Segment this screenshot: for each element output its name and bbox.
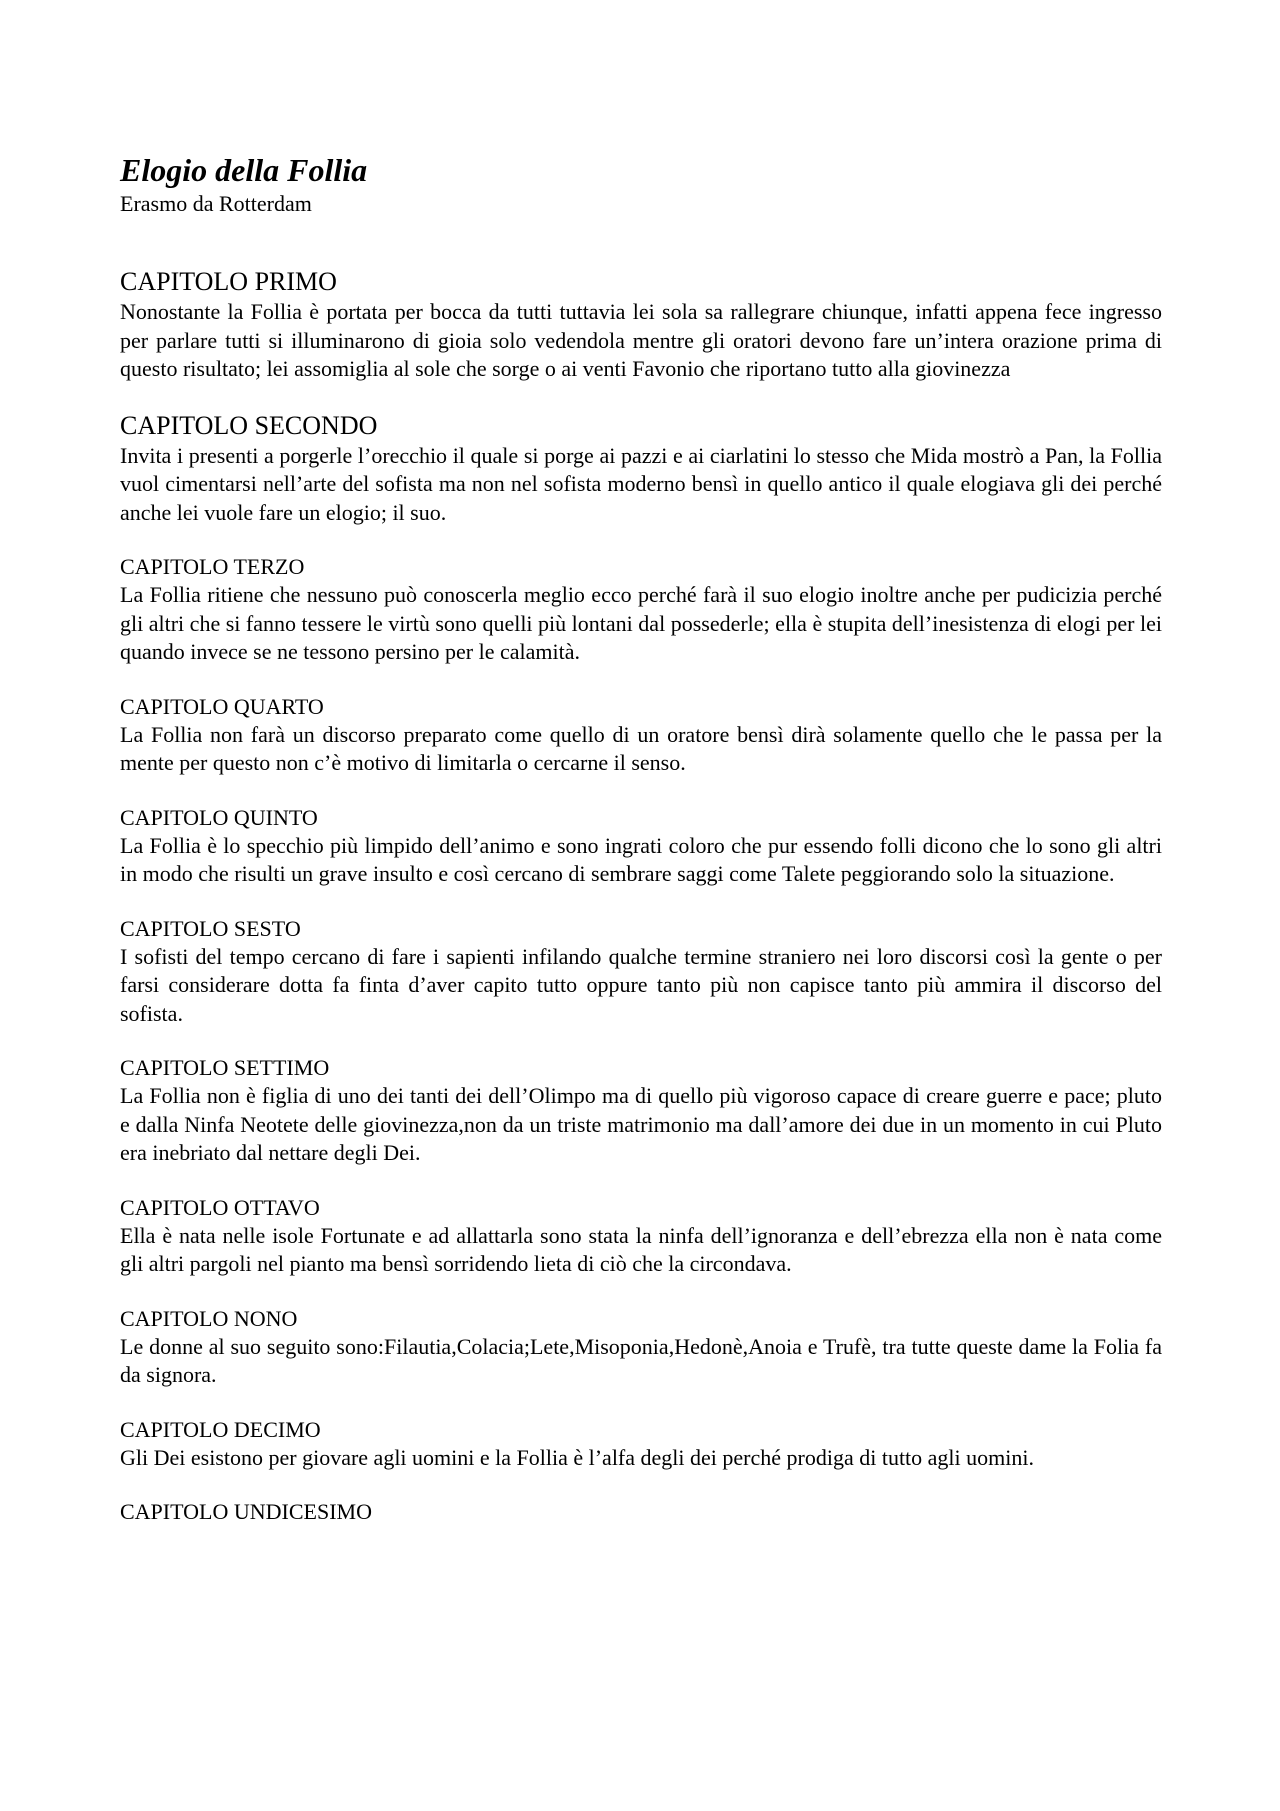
- document-title: Elogio della Follia: [120, 152, 368, 188]
- chapter-8: [120, 1194, 1162, 1279]
- chapter-heading: CAPITOLO DECIMO: [120, 1416, 321, 1442]
- chapter-heading: CAPITOLO SETTIMO: [120, 1055, 330, 1080]
- chapter-heading: CAPITOLO QUARTO: [120, 693, 324, 719]
- chapter-body: La Follia ritiene che nessuno può conoscerla meglio ecco perché farà il suo elogio inoltre anche per pudicizia perché gli altri che si fanno tessere le virtù sono quelli più lontani dal possederle; ella è stupita dell’inesistenza di elogi per lei quando invece se ne tessono persino per le calamità.: [120, 582, 1162, 664]
- chapter-body: Gli Dei esistono per giovare agli uomini e la Follia è l’alfa degli dei perché prodiga di tutto agli uomini.: [120, 1444, 1034, 1470]
- chapter-heading: CAPITOLO OTTAVO: [120, 1194, 320, 1220]
- document-page: [120, 150, 1162, 1552]
- chapter-2: [120, 410, 1162, 528]
- chapter-body: Nonostante la Follia è portata per bocca da tutti tuttavia lei sola sa rallegrare chiunque, infatti appena fece ingresso per parlare tutti si illuminarono di gioia solo vedendola mentre gli oratori devono fare un’intera orazione prima di questo risultato; lei assomiglia al sole che sorge o ai venti Favonio che riportano tutto alla giovinezza: [120, 299, 1162, 381]
- chapter-heading: CAPITOLO PRIMO: [120, 267, 337, 296]
- chapter-9: [120, 1305, 1162, 1390]
- chapter-10: [120, 1416, 1162, 1473]
- chapter-body: La Follia è lo specchio più limpido dell’animo e sono ingrati coloro che pur essendo folli dicono che lo sono gli altri in modo che risulti un grave insulto e così cercano di sembrare saggi come Talete peggiorando solo la situazione.: [120, 832, 1162, 886]
- chapter-5: [120, 804, 1162, 889]
- chapter-1: [120, 266, 1162, 384]
- chapter-heading: CAPITOLO NONO: [120, 1305, 298, 1331]
- chapter-heading: CAPITOLO QUINTO: [120, 804, 318, 830]
- chapter-heading: CAPITOLO UNDICESIMO: [120, 1499, 372, 1524]
- chapter-3: [120, 553, 1162, 667]
- chapter-body: La Follia non farà un discorso preparato come quello di un oratore bensì dirà solamente quello che le passa per la mente per questo non c’è motivo di limitarla o cercarne il senso.: [120, 721, 1162, 775]
- chapter-body: Invita i presenti a porgerle l’orecchio il quale si porge ai pazzi e ai ciarlatini lo stesso che Mida mostrò a Pan, la Follia vuol cimentarsi nell’arte del sofista ma non nel sofista moderno bensì in quello antico il quale elogiava gli dei perché anche lei vuole fare un elogio; il suo.: [120, 442, 1162, 525]
- chapter-7: [120, 1054, 1162, 1168]
- chapter-body: Le donne al suo seguito sono:Filautia,Colacia;Lete,Misoponia,Hedonè,Anoia e Trufè, tra tutte queste dame la Folia fa da signora.: [120, 1333, 1162, 1387]
- chapter-body: La Follia non è figlia di uno dei tanti dei dell’Olimpo ma di quello più vigoroso capace di creare guerre e pace; pluto e dalla Ninfa Neotete delle giovinezza,non da un triste matrimonio ma dall’amore dei due in un momento in cui Pluto era inebriato dal nettare degli Dei.: [120, 1083, 1162, 1165]
- chapter-heading: CAPITOLO SESTO: [120, 915, 301, 941]
- chapter-11: [120, 1498, 1162, 1526]
- chapter-heading: CAPITOLO TERZO: [120, 554, 305, 579]
- document-author: Erasmo da Rotterdam: [120, 191, 312, 216]
- chapter-4: [120, 693, 1162, 778]
- chapter-heading: CAPITOLO SECONDO: [120, 410, 378, 440]
- chapter-body: Ella è nata nelle isole Fortunate e ad allattarla sono stata la ninfa dell’ignoranza e dell’ebrezza ella non è nata come gli altri pargoli nel pianto ma bensì sorridendo lieta di ciò che la circondava.: [120, 1222, 1162, 1276]
- chapter-6: [120, 915, 1162, 1029]
- chapter-body: I sofisti del tempo cercano di fare i sapienti infilando qualche termine straniero nei loro discorsi così la gente o per farsi considerare dotta fa finta d’aver capito tutto oppure tanto più non capisce tanto più ammira il discorso del sofista.: [120, 943, 1162, 1026]
